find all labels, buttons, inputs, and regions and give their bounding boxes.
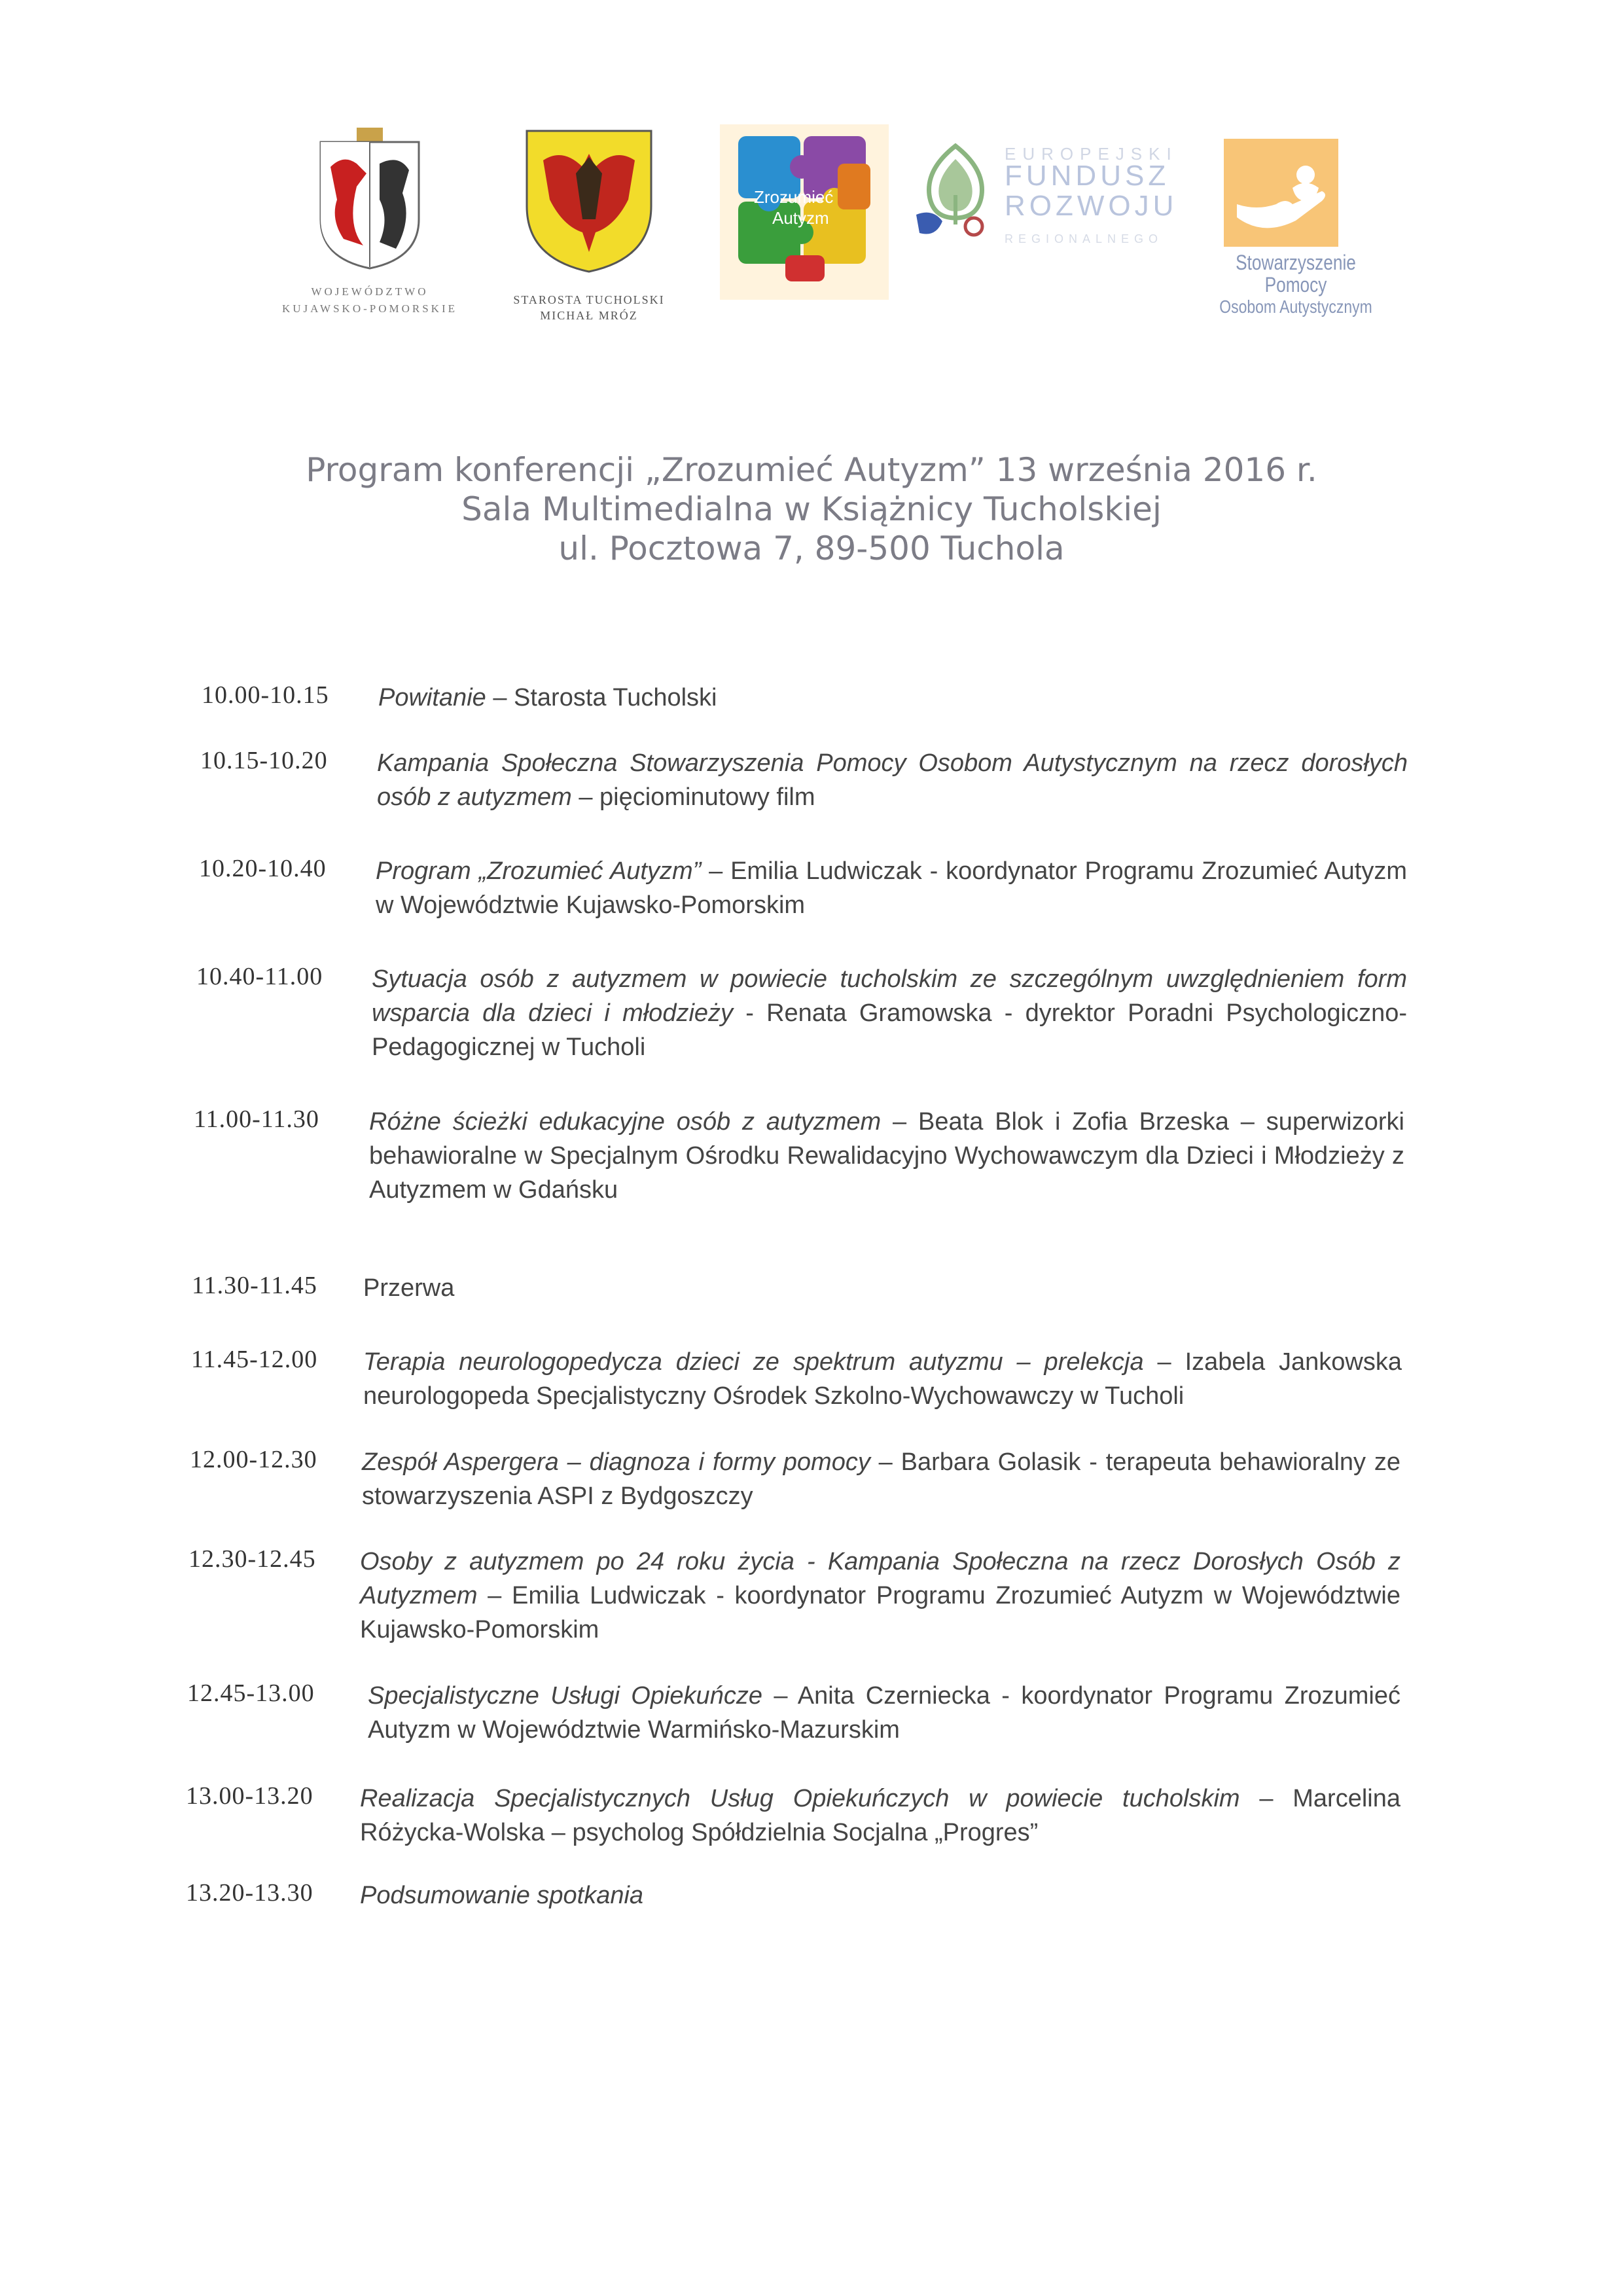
tree-icon	[913, 143, 998, 241]
agenda-speaker: – Barbara Golasik - terapeuta behawioralny ze stowarzyszenia ASPI z Bydgoszczy	[362, 1448, 1400, 1510]
coat-of-arms-woj-icon	[317, 128, 422, 272]
agenda-time: 10.40-11.00	[196, 963, 323, 990]
agenda-title: Podsumowanie spotkania	[360, 1882, 644, 1909]
efrr-line1: EUROPEJSKI	[1005, 144, 1178, 164]
logo-fundusz-rozwoju	[913, 131, 1201, 249]
agenda-time: 12.00-12.30	[190, 1446, 317, 1473]
agenda-speaker: - Renata Gramowska - dyrektor Poradni Psychologiczno-Pedagogicznej w Tucholi	[372, 999, 1407, 1061]
coat-of-arms-starosta-icon	[524, 128, 654, 275]
agenda-title: Realizacja Specjalistycznych Usług Opiekuńczych w powiecie tucholskim	[360, 1785, 1240, 1812]
agenda-description	[363, 1271, 1397, 1305]
spoa-line1: Stowarzyszenie Pomocy	[1236, 251, 1356, 296]
agenda-speaker: – Starosta Tucholski	[486, 684, 717, 711]
logo-starosta	[491, 128, 687, 323]
agenda-description	[363, 1345, 1402, 1413]
agenda-time: 10.20-10.40	[199, 855, 327, 882]
agenda-speaker: – Marcelina Różycka-Wolska – psycholog Spółdzielnia Socjalna „Progres”	[360, 1785, 1400, 1846]
agenda-description	[376, 854, 1407, 922]
agenda-title: Powitanie	[378, 684, 486, 711]
agenda-speaker: Przerwa	[363, 1274, 455, 1302]
title-line3: ul. Pocztowa 7, 89-500 Tuchola	[558, 529, 1065, 567]
wojewodztwo-caption-line1: WOJEWÓDZTWO	[311, 285, 429, 298]
wojewodztwo-caption-line2: KUJAWSKO-POMORSKIE	[281, 302, 458, 315]
agenda-description	[378, 681, 1412, 715]
logo-zrozumiec-autyzm	[720, 124, 889, 300]
starosta-caption	[491, 292, 687, 323]
agenda-title: Kampania Społeczna Stowarzyszenia Pomocy Osobom Autystycznym na rzecz dorosłych osób z autyzmem	[377, 749, 1408, 811]
efrr-line4: REGIONALNEGO	[1005, 232, 1164, 245]
agenda-time: 13.20-13.30	[186, 1879, 313, 1907]
logo-wojewodztwo	[262, 128, 478, 317]
agenda-speaker: – pięciominutowy film	[571, 783, 815, 811]
zrozumiec-text	[754, 187, 859, 228]
document-title	[0, 450, 1623, 568]
agenda-title: Sytuacja osób z autyzmem w powiecie tucholskim ze szczególnym uwzględnieniem form wsparcia dla dzieci i młodzieży	[372, 965, 1407, 1027]
title-line2: Sala Multimedialna w Książnicy Tucholskiej	[461, 490, 1162, 528]
wojewodztwo-caption	[262, 283, 478, 317]
agenda-time: 11.45-12.00	[191, 1346, 318, 1373]
efrr-line2: FUNDUSZ	[1005, 160, 1170, 192]
agenda-title: Zespół Aspergera – diagnoza i formy pomocy	[362, 1448, 870, 1476]
agenda-description	[360, 1782, 1400, 1850]
agenda-title: Terapia neurologopedycza dzieci ze spektrum autyzmu – prelekcja	[363, 1348, 1144, 1376]
starosta-caption-line2: MICHAŁ MRÓZ	[540, 309, 638, 322]
agenda-time: 10.00-10.15	[202, 681, 329, 709]
efrr-line3: ROZWOJU	[1005, 190, 1178, 222]
agenda-title: Różne ścieżki edukacyjne osób z autyzmem	[369, 1108, 882, 1136]
zrozumiec-line1: Zrozumieć	[754, 187, 834, 207]
zrozumiec-line2: Autyzm	[772, 208, 829, 228]
agenda-description	[372, 962, 1407, 1064]
hands-icon	[1224, 139, 1338, 247]
agenda-speaker: – Emilia Ludwiczak - koordynator Programu Zrozumieć Autyzm w Województwie Kujawsko-Pomorskim	[376, 857, 1408, 919]
agenda-description	[369, 1105, 1404, 1207]
agenda-description	[368, 1679, 1400, 1747]
agenda-title: Osoby z autyzmem po 24 roku życia - Kampania Społeczna na rzecz Dorosłych Osób z Autyzmem	[360, 1548, 1400, 1609]
agenda-time: 11.30-11.45	[192, 1272, 317, 1299]
agenda-time: 13.00-13.20	[186, 1782, 313, 1810]
spoa-name	[1205, 251, 1387, 318]
agenda-title: Specjalistyczne Usługi Opiekuńcze	[368, 1682, 762, 1710]
agenda-description	[360, 1878, 1394, 1912]
agenda-description	[360, 1545, 1400, 1647]
agenda-time: 11.00-11.30	[194, 1105, 319, 1133]
agenda-speaker: – Emilia Ludwiczak - koordynator Programu Zrozumieć Autyzm w Województwie Kujawsko-Pomorskim	[360, 1582, 1400, 1643]
agenda-description	[362, 1445, 1400, 1513]
logo-stowarzyszenie	[1185, 139, 1407, 317]
agenda-speaker: – Beata Blok i Zofia Brzeska – superwizorki behawioralne w Specjalnym Ośrodku Rewalidacyjno Wychowawczym dla Dzieci i Młodzieży z Autyzmem w Gdańsku	[369, 1108, 1404, 1204]
agenda-time: 12.45-13.00	[187, 1679, 315, 1707]
agenda-speaker: – Izabela Jankowska neurologopeda Specjalistyczny Ośrodek Szkolno-Wychowawczy w Tucholi	[363, 1348, 1402, 1410]
spoa-line2: Osobom Autystycznym	[1219, 296, 1372, 317]
agenda-speaker: – Anita Czerniecka - koordynator Programu Zrozumieć Autyzm w Województwie Warmińsko-Mazurskim	[368, 1682, 1400, 1744]
title-line1: Program konferencji „Zrozumieć Autyzm” 13 września 2016 r.	[306, 451, 1317, 489]
agenda-title: Program „Zrozumieć Autyzm”	[376, 857, 702, 885]
starosta-caption-line1: STAROSTA TUCHOLSKI	[513, 293, 665, 306]
agenda-time: 12.30-12.45	[188, 1545, 316, 1573]
agenda-time: 10.15-10.20	[200, 747, 328, 774]
agenda-description	[377, 746, 1408, 814]
